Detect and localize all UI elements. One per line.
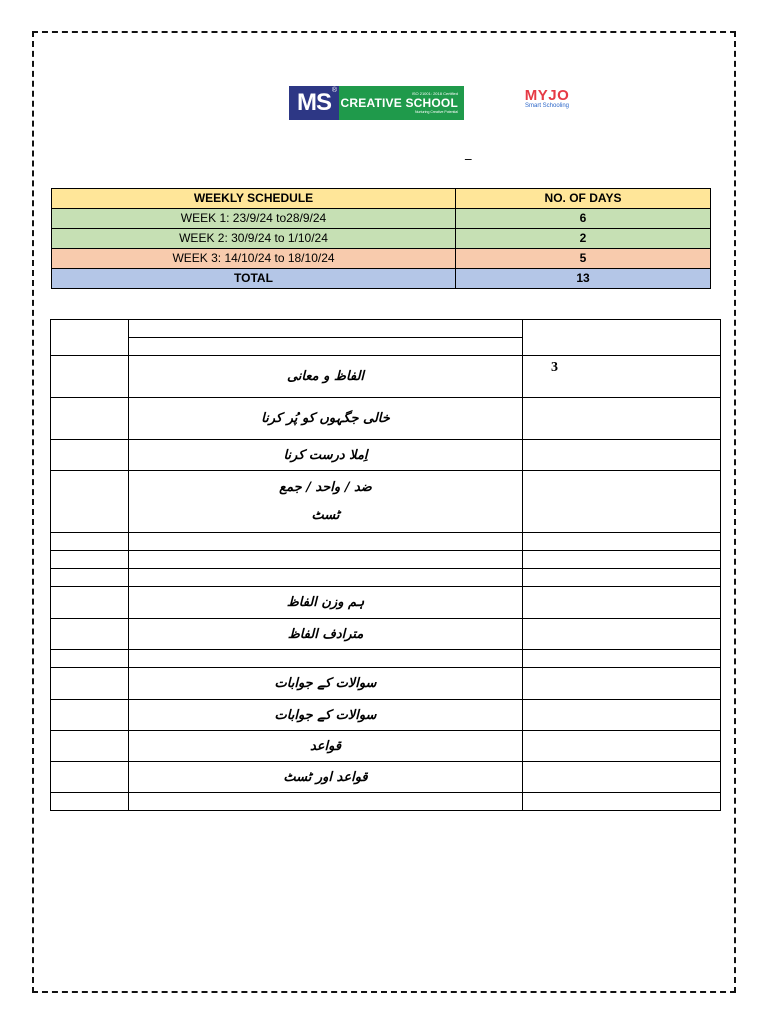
ms-logo-certification: ISO 21001: 2018 Certified: [411, 91, 458, 96]
table-row: [51, 731, 721, 762]
table-row: [51, 398, 721, 440]
days-cell: 6: [456, 209, 711, 229]
topic-label: مترادف الفاظ: [287, 626, 364, 642]
topic-label: ٹسٹ: [311, 507, 340, 523]
topic-label: سوالات کے جوابات: [274, 676, 377, 691]
table-row: [51, 569, 721, 587]
table-row: [51, 668, 721, 700]
table-row: [51, 533, 721, 551]
myjo-logo: [519, 89, 575, 110]
value-cell: 3: [523, 356, 721, 398]
days-cell: 2: [456, 229, 711, 249]
table-row: [51, 440, 721, 471]
week-cell: WEEK 3: 14/10/24 to 18/10/24: [52, 249, 456, 269]
ms-creative-school-logo: [289, 86, 464, 120]
topic-label: ضد / واحد / جمع: [279, 479, 372, 495]
table-row: [51, 320, 721, 338]
table-row: [51, 619, 721, 650]
topic-label: الفاظ و معانی: [286, 369, 365, 384]
table-row: [51, 793, 721, 811]
weekly-schedule-header: WEEKLY SCHEDULE: [52, 189, 456, 209]
dash-mark: _: [465, 146, 472, 161]
week-cell: WEEK 2: 30/9/24 to 1/10/24: [52, 229, 456, 249]
total-label: TOTAL: [52, 269, 456, 289]
registered-mark: ®: [331, 87, 337, 94]
schedule-row: [52, 249, 711, 269]
topic-label: اِملا درست کرنا: [283, 447, 368, 463]
topic-label: ہم وزن الفاظ: [286, 595, 365, 610]
myjo-logo-tagline: Smart Schooling: [524, 103, 570, 109]
table-row: [51, 762, 721, 793]
schedule-row: [52, 209, 711, 229]
myjo-logo-name: MYJO: [524, 87, 570, 104]
ms-logo-school-name: CREATIVE SCHOOL: [340, 96, 458, 110]
no-of-days-header: NO. OF DAYS: [456, 189, 711, 209]
table-row: [51, 551, 721, 569]
topic-label: سوالات کے جوابات: [274, 707, 377, 723]
ms-logo-tagline: Nurturing Creative Potential: [415, 110, 458, 114]
urdu-syllabus-table: [50, 319, 721, 811]
topic-label: قواعد اور ٹسٹ: [283, 769, 368, 785]
topic-label: خالی جگہوں کو پُر کرنا: [261, 411, 390, 426]
schedule-header-row: [52, 189, 711, 209]
weekly-schedule-table: [51, 188, 711, 289]
table-row: [51, 471, 721, 533]
table-row: [51, 650, 721, 668]
days-cell: 5: [456, 249, 711, 269]
schedule-total-row: [52, 269, 711, 289]
ms-logo-mark: MS: [297, 89, 331, 116]
table-row: [51, 700, 721, 731]
week-cell: WEEK 1: 23/9/24 to28/9/24: [52, 209, 456, 229]
schedule-row: [52, 229, 711, 249]
topic-label: قواعد: [309, 738, 342, 754]
total-days: 13: [456, 269, 711, 289]
table-row: [51, 587, 721, 619]
table-row: [51, 356, 721, 398]
